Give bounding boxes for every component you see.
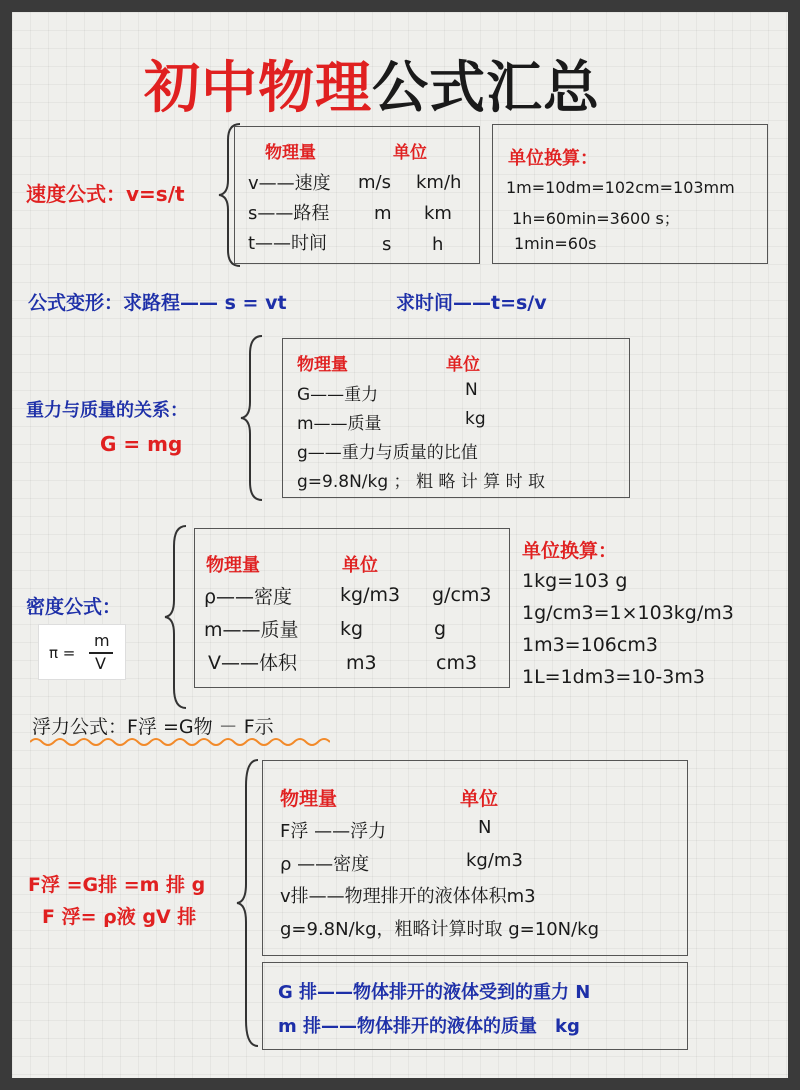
buoyancy-formula-1: F浮 =G排 =m 排 g [28,874,206,896]
buoyancy-heading: 浮力公式：F浮 =G物 － F示 [32,716,274,738]
speed-header-quantity: 物理量 [265,143,316,163]
density-row-unit-alt: g/cm3 [432,584,492,606]
density-formula-card [38,624,126,680]
gravity-header-unit: 单位 [446,355,480,375]
density-header-unit: 单位 [342,555,378,576]
buoyancy-g-value-line: g=9.8N/kg，粗略计算时取 g=10N/kg [280,919,600,940]
density-conversion-line: 1L=1dm3=10-3m3 [522,666,705,688]
wavy-underline-icon [30,736,330,748]
title-red-part: 初中物理 [144,56,372,121]
buoyancy-header-unit: 单位 [460,788,499,810]
speed-row-name: s——路程 [248,203,330,224]
speed-row-unit-alt: km [424,203,452,224]
formula-sheet [12,12,788,1078]
buoyancy-row-name: ρ ——密度 [280,854,370,875]
page-title [144,44,600,124]
buoyancy-brace-icon [234,756,264,1050]
speed-row-name: t——时间 [248,233,328,254]
gravity-label: 重力与质量的关系： [26,400,188,421]
gravity-formula: G = mg [100,432,183,456]
gravity-brace-icon [238,332,268,504]
speed-formula-label: 速度公式：v=s/t [26,182,185,206]
density-row-name: ρ——密度 [204,586,293,608]
density-conversion-line: 1g/cm3=1×103kg/m3 [522,602,734,624]
speed-row-unit-alt: km/h [416,172,462,193]
speed-row-name: v——速度 [248,173,331,194]
speed-header-unit: 单位 [393,143,427,163]
speed-row-unit-si: m/s [358,172,391,193]
gravity-ratio-line: g——重力与质量的比值 [297,443,478,463]
buoyancy-row-name: F浮 ——浮力 [280,821,387,842]
speed-row-unit-si: s [382,234,392,255]
density-row-unit-alt: cm3 [436,652,478,674]
density-label: 密度公式： [26,596,122,618]
density-header-quantity: 物理量 [206,555,260,576]
speed-row-unit-alt: h [432,234,444,255]
gravity-header-quantity: 物理量 [297,355,348,375]
title-black-part: 公式汇总 [372,56,600,121]
density-formula-denominator: V [95,654,106,673]
density-row-unit-si: m3 [346,652,377,674]
density-row-name: m——质量 [204,619,299,641]
density-row-unit-si: kg [340,618,364,640]
buoyancy-displaced-weight-line: G 排——物体排开的液体受到的重力 N [278,982,591,1003]
speed-conversion-line: 1min=60s [514,234,597,253]
density-formula-lhs: π = [49,644,76,662]
speed-transform-time: 求时间——t=s/v [396,292,547,314]
speed-conversion-line: 1m=10dm=102cm=103mm [506,178,735,197]
density-row-unit-si: kg/m3 [340,584,401,606]
gravity-row-unit: kg [465,409,486,429]
speed-conversion-title: 单位换算： [508,148,598,169]
density-conversion-line: 1kg=103 g [522,570,628,592]
density-row-unit-alt: g [434,618,447,640]
buoyancy-header-quantity: 物理量 [280,788,338,810]
gravity-g-value-line: g=9.8N/kg ； 粗 略 计 算 时 取 [297,472,545,492]
speed-row-unit-si: m [374,203,392,224]
buoyancy-formula-2: F 浮= ρ液 gV 排 [42,906,197,928]
gravity-row-name: m——质量 [297,414,382,434]
density-conversion-title: 单位换算： [522,540,618,562]
buoyancy-volume-line: v排——物理排开的液体体积m3 [280,886,536,907]
buoyancy-row-unit: kg/m3 [466,850,523,871]
buoyancy-row-unit: N [478,817,492,838]
density-row-name: V——体积 [208,652,297,674]
gravity-row-unit: N [465,380,478,400]
gravity-row-name: G——重力 [297,385,379,405]
speed-conversion-line: 1h=60min=3600 s； [512,209,680,228]
density-conversion-line: 1m3=106cm3 [522,634,658,656]
density-formula-numerator: m [94,631,110,650]
buoyancy-displaced-mass-line: m 排——物体排开的液体的质量 kg [278,1016,580,1037]
density-brace-icon [162,522,192,712]
speed-transform-distance: 公式变形：求路程—— s = vt [28,292,287,314]
